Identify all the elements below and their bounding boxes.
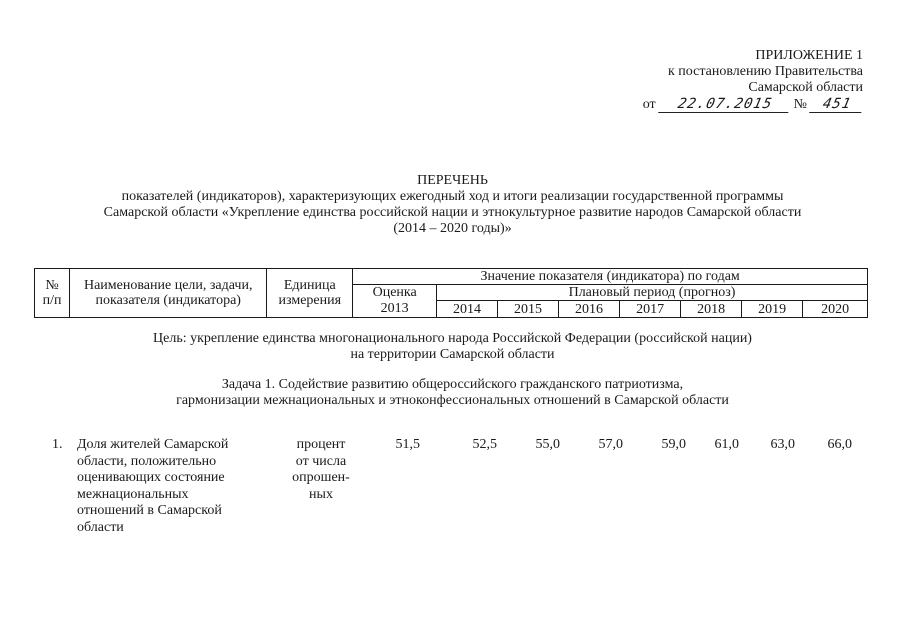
header-year: 2014	[436, 301, 497, 318]
row-name-line: межнациональных	[77, 486, 189, 502]
indicators-table-header	[34, 268, 868, 318]
appendix-title: ПРИЛОЖЕНИЕ 1	[755, 48, 863, 63]
row-unit-line: опрошен-	[292, 470, 350, 485]
appendix-region: Самарской области	[748, 80, 863, 95]
value-2016: 57,0	[598, 437, 623, 452]
header-year: 2020	[803, 301, 868, 318]
title-line-2: Самарской области «Укрепление единства российской нации и этнокультурное развитие народов Самарской области	[103, 205, 802, 220]
row-unit-line: процент	[296, 437, 346, 452]
handwritten-date: 22.07.2015	[658, 96, 792, 113]
row-name-line: оценивающих состояние	[77, 470, 225, 485]
row-name-line: области, положительно	[77, 453, 217, 469]
goal-line-2: на территории Самарской области	[350, 347, 555, 362]
table-row	[0, 437, 905, 547]
header-values-group: Значение показателя (индикатора) по годам	[353, 269, 868, 285]
value-2015: 55,0	[535, 437, 560, 452]
goal-section	[0, 331, 905, 363]
value-2017: 59,0	[661, 437, 686, 452]
title-heading: ПЕРЕЧЕНЬ	[417, 173, 488, 188]
handwritten-number: 451	[809, 96, 865, 113]
value-2018: 61,0	[714, 437, 739, 452]
value-2020: 66,0	[827, 437, 852, 452]
document-title	[0, 173, 905, 237]
from-label: от	[642, 97, 656, 112]
header-year: 2016	[559, 301, 620, 318]
title-line-1: показателей (индикаторов), характеризующих ежегодный ход и итоги реализации государственной программы	[121, 189, 784, 204]
task-line-2: гармонизации межнациональных и этноконфессиональных отношений в Самарской области	[176, 393, 729, 408]
value-2013: 51,5	[395, 437, 420, 452]
row-unit-line: от числа	[295, 453, 347, 469]
row-name-line: отношений в Самарской	[77, 503, 222, 518]
header-year: 2019	[742, 301, 803, 318]
value-2014: 52,5	[472, 437, 497, 452]
header-unit: Единица измерения	[267, 269, 353, 318]
header-forecast-group: Плановый период (прогноз)	[436, 285, 867, 301]
row-number: 1.	[52, 437, 63, 452]
header-name: Наименование цели, задачи, показателя (индикатора)	[70, 269, 267, 318]
value-2019: 63,0	[770, 437, 795, 452]
appendix-decree: к постановлению Правительства	[667, 64, 863, 79]
header-num: № п/п	[35, 269, 70, 318]
header-year: 2015	[498, 301, 559, 318]
row-name-line: Доля жителей Самарской	[77, 437, 229, 452]
task-line-1: Задача 1. Содействие развитию общероссийского гражданского патриотизма,	[221, 377, 684, 392]
header-estimate-year: 2013	[353, 301, 437, 318]
row-indicator-name	[77, 437, 277, 536]
number-label: №	[793, 97, 807, 112]
header-estimate-label: Оценка	[353, 285, 437, 301]
row-unit-line: ных	[309, 486, 333, 502]
title-line-3: (2014 – 2020 годы)»	[393, 221, 512, 236]
row-name-line: области	[77, 519, 124, 535]
appendix-date-line	[643, 96, 863, 113]
header-year: 2018	[681, 301, 742, 318]
goal-line-1: Цель: укрепление единства многонационального народа Российской Федерации (российской нации)	[153, 331, 752, 346]
row-unit	[286, 437, 356, 503]
task-section	[0, 377, 905, 409]
appendix-block	[643, 48, 863, 113]
header-year: 2017	[620, 301, 681, 318]
